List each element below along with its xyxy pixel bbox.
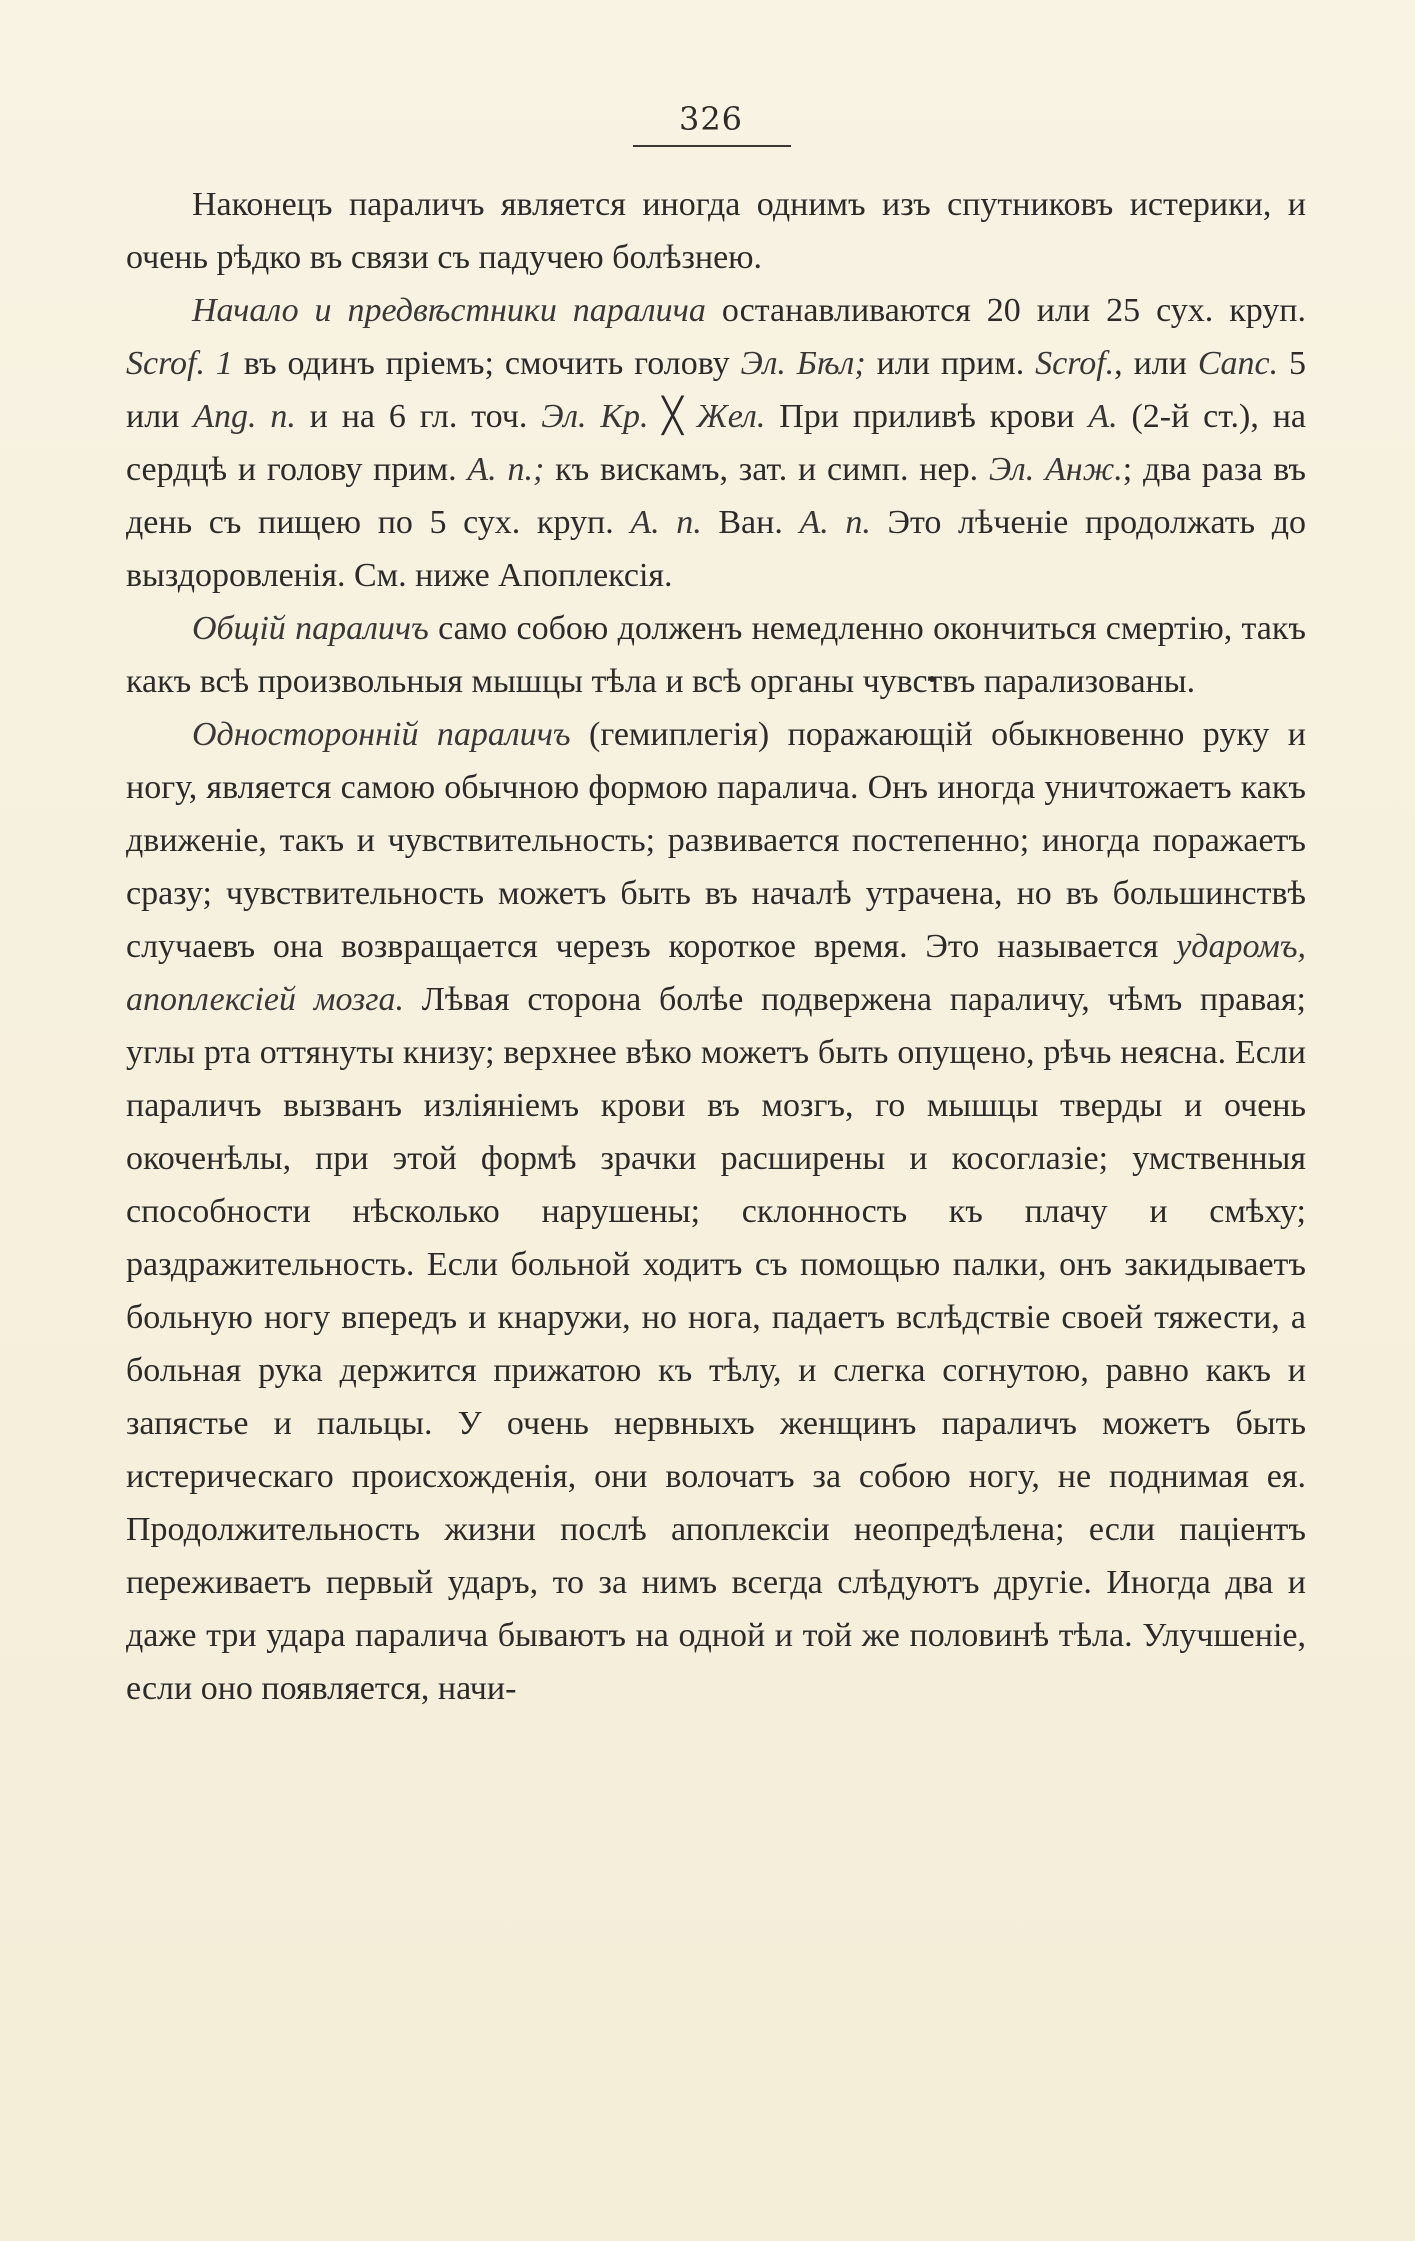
italic-term: Жел. bbox=[696, 398, 766, 435]
italic-term: Начало и предвѣстники паралича bbox=[192, 292, 706, 329]
text-run: Ван. bbox=[701, 504, 800, 541]
text-run: Это лѣченіе продолжать до выздоровленія. См. ниже Апоплексія. bbox=[126, 504, 1306, 594]
text-run: само собою долженъ немедленно окончиться смертію, такъ какъ всѣ произвольныя мышцы тѣла и всѣ органы чувствъ парализованы. bbox=[126, 610, 1306, 700]
text-run: (2-й ст.), на сердцѣ и голову прим. bbox=[126, 398, 1306, 488]
text-run: (гемиплегія) поражающій обыкновенно руку и ногу, является самою обычною формою паралича. Онъ иногда уничтожаетъ какъ движеніе, такъ и чувствительность; развивается постепенно; иногда поражаетъ сразу; чувствительность можетъ быть въ началѣ утрачена, но въ большинствѣ случаевъ она возвращается черезъ короткое время. Это называется bbox=[126, 716, 1307, 965]
header-rule bbox=[633, 145, 791, 147]
italic-term: Scrof. 1 bbox=[126, 345, 233, 382]
text-run: останавливаются 20 или 25 сух. круп. bbox=[705, 292, 1306, 329]
body-text bbox=[126, 178, 1306, 1715]
text-run: въ одинъ пріемъ; смочить голову bbox=[232, 345, 741, 382]
paragraph-3 bbox=[126, 602, 1306, 708]
text-run: ╳ bbox=[648, 398, 697, 435]
text-run: ; два раза въ день съ пищею по 5 сух. круп. bbox=[126, 451, 1307, 541]
italic-term: Эл. Анж. bbox=[988, 451, 1123, 488]
italic-term: Ang. n. bbox=[193, 398, 296, 435]
italic-term: Эл. Бѣл; bbox=[740, 345, 866, 382]
text-run: и на 6 гл. точ. bbox=[295, 398, 542, 435]
text-run: 5 или bbox=[126, 345, 1307, 435]
text-run: При приливѣ крови bbox=[765, 398, 1089, 435]
italic-term: Scrof. bbox=[1035, 345, 1115, 382]
italic-term: Эл. Кр. bbox=[541, 398, 649, 435]
paragraph-2 bbox=[126, 284, 1306, 602]
text-run: Наконецъ параличъ является иногда однимъ изъ спутниковъ истерики, и очень рѣдко въ связи съ падучею болѣзнею. bbox=[126, 186, 1306, 276]
text-run: къ вискамъ, зат. и симп. нер. bbox=[544, 451, 989, 488]
italic-term: А. n. bbox=[799, 504, 871, 541]
italic-term: Canc. bbox=[1197, 345, 1279, 382]
italic-term: ударомъ, апоплексіей мозга. bbox=[126, 928, 1306, 1018]
italic-term: Общій параличъ bbox=[192, 610, 429, 647]
paragraph-4 bbox=[126, 708, 1306, 1715]
italic-term: А. n. bbox=[630, 504, 702, 541]
page-number: 326 bbox=[678, 100, 744, 138]
text-run: или прим. bbox=[865, 345, 1036, 382]
text-run: Лѣвая сторона болѣе подвержена параличу, чѣмъ правая; углы рта оттянуты книзу; верхнее вѣко можетъ быть опущено, рѣчь неясна. Если параличъ вызванъ изліяніемъ крови въ мозгъ, го мышцы тверды и очень окоченѣлы, при этой формѣ зрачки расширены и косоглазіе; умственныя способности нѣсколько нарушены; склонность къ плачу и смѣху; раздражительность. Если больной ходитъ съ помощью палки, онъ закидываетъ больную ногу впередъ и кнаружи, но нога, падаетъ вслѣдствіе своей тяжести, а больная рука держится прижатою къ тѣлу, и слегка согнутою, равно какъ и запястье и пальцы. У очень нервныхъ женщинъ параличъ можетъ быть истерическаго происхожденія, они волочатъ за собою ногу, не поднимая ея. Продолжительность жизни послѣ апоплексіи неопредѣлена; если паціентъ переживаетъ первый ударъ, то за нимъ всегда слѣдуютъ другіе. Иногда два и даже три удара паралича бываютъ на одной и той же половинѣ тѣла. Улучшеніе, если оно появляется, начи- bbox=[126, 981, 1307, 1707]
italic-term: А. bbox=[1088, 398, 1118, 435]
paragraph-1 bbox=[126, 178, 1306, 284]
italic-term: А. n.; bbox=[467, 451, 545, 488]
text-run: , или bbox=[1114, 345, 1198, 382]
italic-term: Односторонній параличъ bbox=[192, 716, 571, 753]
